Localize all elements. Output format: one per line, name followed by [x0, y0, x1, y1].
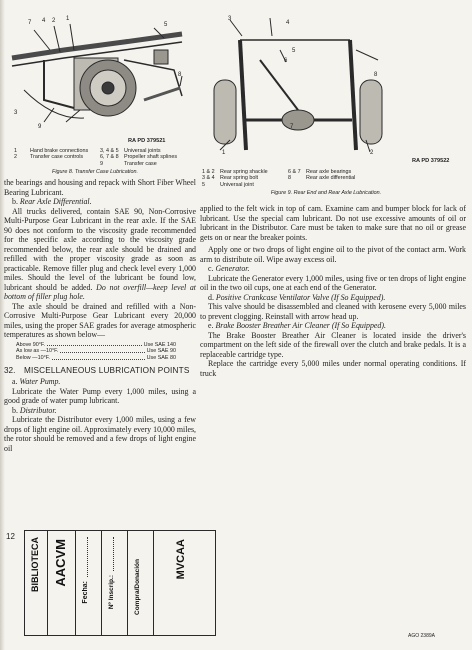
callout-5: 5 [292, 48, 296, 54]
legend-item [14, 161, 100, 167]
callout-7: 7 [290, 124, 294, 130]
temperature-row: Below —10°F. Use SAE 80 [16, 354, 176, 361]
callout-2: 2 [52, 18, 56, 24]
subheading-rear-axle: b. Rear Axle Differential. [12, 197, 92, 207]
paragraph: applied to the felt wick in top of cam. Examine cam and bumper block for lack of lubricant. Use the special cam lubricant. Do not use excessive amounts of oil or lubricant in the Distributor. Care must be taken to make sure that no oil or grease gets on or near the breaker points. [200, 204, 466, 242]
stamp-compra-donacion: Compra/Donación [134, 559, 141, 615]
figure-8-illustration [4, 0, 196, 146]
subheading-water-pump: a. Water Pump. [12, 377, 61, 386]
legend-item: 1 & 2 Rear spring shackle [202, 169, 268, 175]
rear-axle-drawing [200, 0, 466, 166]
temperature-table [16, 342, 176, 362]
legend-item: 2 Transfer case controls [14, 154, 84, 161]
figure-8-ra-pd: RA PD 379521 [128, 138, 166, 144]
legend-item: 3 & 4 Rear spring bolt [202, 175, 259, 182]
figure-9-caption: Figure 9. Rear End and Rear Axle Lubrication. [270, 190, 382, 197]
temperature-row: Above 90°F. Use SAE 140 [16, 341, 176, 348]
callout-1: 1 [222, 150, 226, 156]
paragraph: Lubricate the Distributor every 1,000 miles, using a few drops of light engine oil. Approximately every 10,000 miles, the rotor should be removed and a few drops of light engine oil [4, 415, 196, 453]
figure-8-legend [14, 148, 196, 167]
paragraph: Replace the cartridge every 5,000 miles under normal operating conditions. If truck [200, 359, 466, 378]
legend-item: 1 Hand brake connections [14, 148, 89, 154]
callout-3: 3 [228, 16, 232, 22]
figure-9-legend [202, 169, 466, 188]
callout-6: 6 [284, 58, 288, 64]
paragraph: Lubricate the Water Pump every 1,000 miles, using a good grade of water pump lubricant. [4, 386, 196, 405]
stamp-fecha: Fecha: [82, 581, 89, 604]
stamp-biblioteca: BIBLIOTECA [30, 537, 40, 592]
section-heading: 32. MISCELLANEOUS LUBRICATION POINTS [4, 365, 190, 375]
callout-1: 1 [66, 16, 70, 22]
figure-9-ra-pd: RA PD 379522 [412, 158, 450, 164]
paragraph: The Brake Booster Breather Air Cleaner is located inside the driver's compartment on the left side of the firewall over the clutch and brake pedals. It is a replaceable cartridge type. [200, 330, 466, 359]
paragraph: Lubricate the Generator every 1,000 miles, using five or ten drops of light engine oil in the two oil cups, one at each end of the Generator. [200, 273, 466, 293]
stamp-mvcaa: MVCAA [175, 539, 187, 580]
paragraph-rear-axle: All trucks delivered, contain SAE 90, Non-Corrosive Multi-Purpose Gear Lubricant in the rear axle. If the SAE 90 does not conform to the viscosity grade recommended for the specific axle according to the viscosity grade recommended below, the rear axle should be drained and refilled with the proper viscosity grade as soon as practicable. Remove filler plug and check level every 1,000 miles. Should the level of the lubricant be found low, lubricant should be added. Do not overfill—keep level at bottom of filler plug hole. [4, 206, 196, 302]
callout-9: 9 [38, 124, 42, 130]
callout-7: 7 [28, 20, 32, 26]
figure-9-illustration [200, 0, 466, 166]
legend-item: 6 & 7 Rear axle bearings [288, 169, 352, 175]
legend-item: 5 Universal joint [202, 181, 254, 188]
subheading-generator: c. Generator. [208, 264, 250, 274]
library-stamp [24, 530, 216, 636]
stamp-inscripcion: Nº Inscrip.: [108, 575, 115, 610]
callout-8: 8 [374, 72, 378, 78]
callout-8: 8 [178, 72, 182, 78]
paragraph: This valve should be disassembled and cleaned with kerosene every 5,000 miles to prevent clogging. Reinstall with arrow head up. [200, 302, 466, 321]
subheading-distributor: b. Distributor. [12, 405, 57, 415]
legend-item: 8 Rear axle differential [288, 175, 356, 182]
right-column [200, 0, 466, 378]
temperature-row: As low as —10°F. Use SAE 90 [16, 348, 176, 355]
page-number: 12 [6, 532, 15, 541]
figure-8-caption: Figure 8. Transfer Case Lubrication. [52, 169, 138, 176]
paragraph: the bearings and housing and repack with Short Fiber Wheel Bearing Lubricant. [4, 178, 196, 197]
subheading-brake-booster: e. Brake Booster Breather Air Cleaner (If So Equipped). [208, 321, 386, 331]
legend-item: 3, 4 & 5 Universal joints [100, 148, 161, 154]
document-code: AGO 2389A [408, 633, 435, 639]
paragraph: The axle should be drained and refilled with a Non-Corrosive Multi-Purpose Gear Lubricant every 20,000 miles, using the proper SAE grades for average atmospheric temperatures as shown below— [4, 301, 196, 340]
legend-item: 6, 7 & 8 Propeller shaft splines [100, 154, 178, 161]
callout-2: 2 [370, 150, 374, 156]
subheading-ventilator-valve: d. Positive Crankcase Ventilator Valve (If So Equipped). [208, 292, 386, 302]
legend-item: 9 Transfer case [100, 160, 157, 167]
callout-4: 4 [286, 20, 290, 26]
paragraph: Apply one or two drops of light engine oil to the pivot of the contact arm. Work arm to distribute oil. Wipe away excess oil. [200, 245, 466, 264]
callout-4: 4 [42, 18, 46, 24]
callout-3: 3 [14, 110, 18, 116]
left-column [4, 0, 196, 453]
callout-5: 5 [164, 22, 168, 28]
stamp-aacvm: AACVM [53, 539, 68, 587]
legend-item [288, 182, 408, 188]
